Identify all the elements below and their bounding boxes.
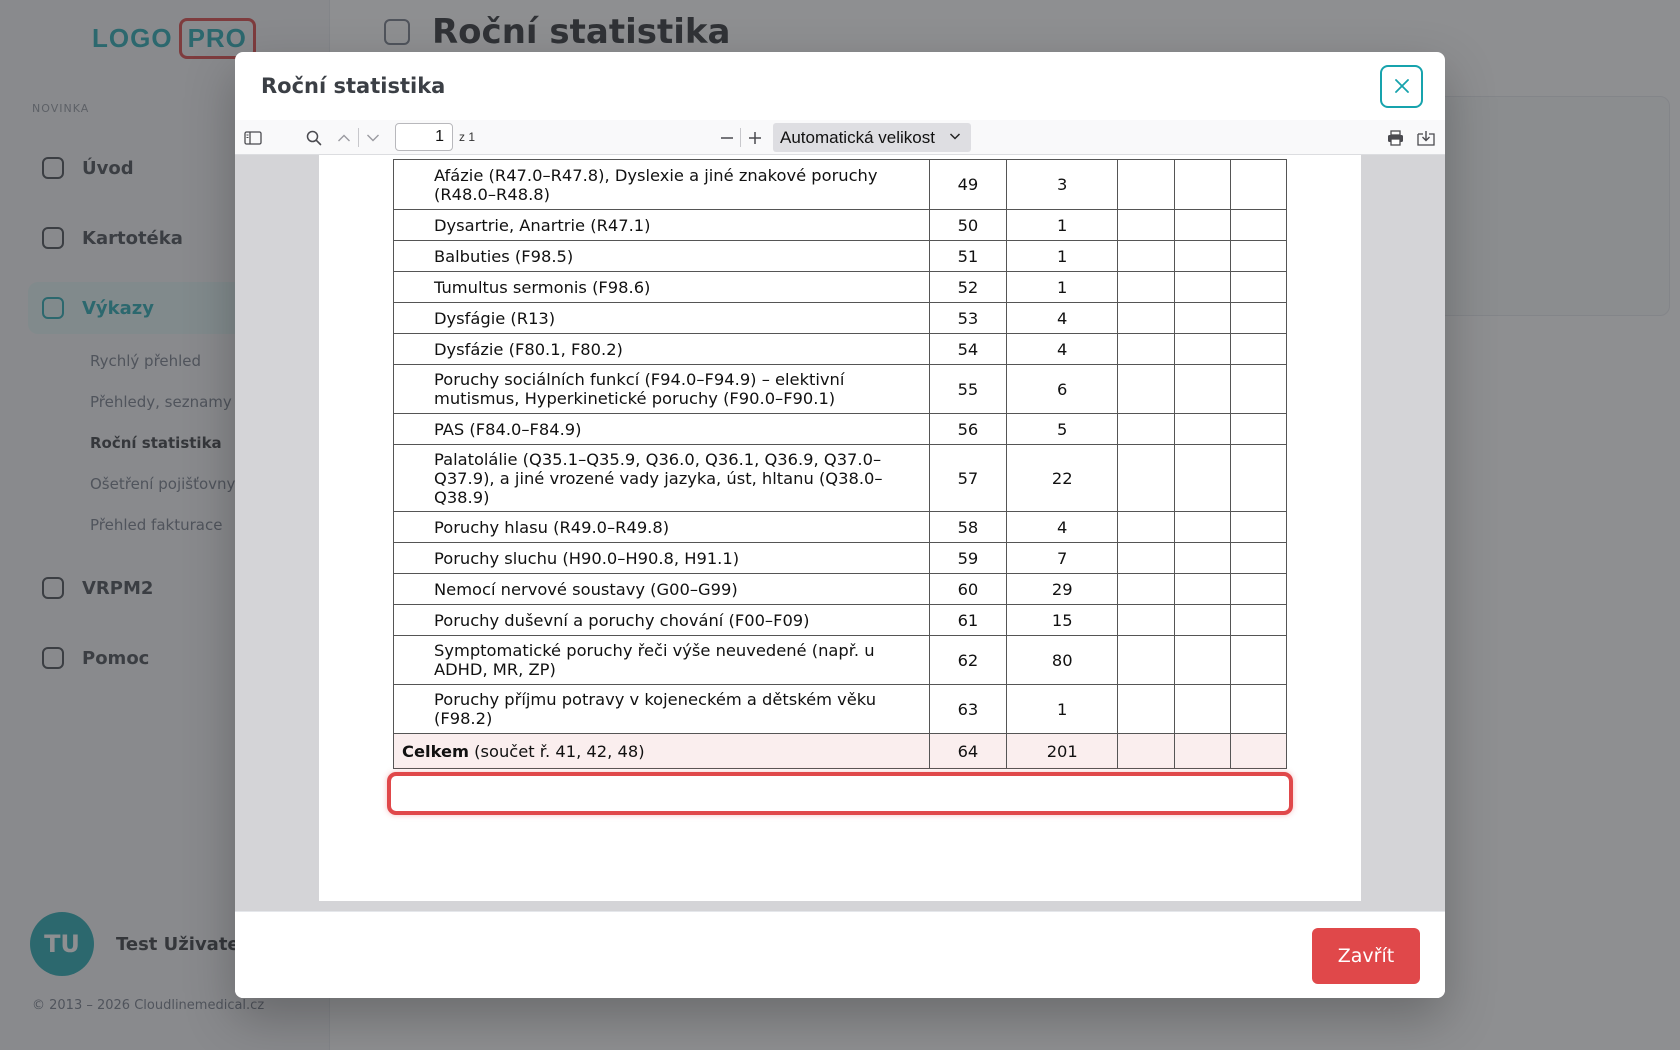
empty-cell bbox=[1230, 574, 1286, 605]
zoom-in-button[interactable] bbox=[745, 124, 765, 151]
modal-footer bbox=[235, 911, 1445, 998]
empty-cell bbox=[1230, 303, 1286, 334]
empty-cell bbox=[1174, 303, 1230, 334]
table-row bbox=[394, 365, 1287, 414]
row-value-cell: 4 bbox=[1007, 334, 1118, 365]
zoom-out-button[interactable] bbox=[717, 124, 737, 151]
row-name-cell: Nemocí nervové soustavy (G00–G99) bbox=[394, 574, 930, 605]
close-button[interactable]: Zavřít bbox=[1312, 928, 1420, 984]
zoom-select-label: Automatická velikost bbox=[780, 127, 935, 147]
empty-cell bbox=[1174, 734, 1230, 769]
row-value-cell: 80 bbox=[1007, 636, 1118, 685]
table-row bbox=[394, 241, 1287, 272]
empty-cell bbox=[1118, 734, 1174, 769]
empty-cell bbox=[1174, 685, 1230, 734]
row-value-cell: 4 bbox=[1007, 303, 1118, 334]
row-name-cell: Palatolálie (Q35.1–Q35.9, Q36.0, Q36.1, Q36.9, Q37.0–Q37.9), a jiné vrozené vady jazyka, úst, hltanu (Q38.0–Q38.9) bbox=[394, 445, 930, 512]
row-number-cell: 49 bbox=[929, 160, 1006, 210]
row-number-cell: 53 bbox=[929, 303, 1006, 334]
statistics-table bbox=[393, 159, 1287, 769]
table-row bbox=[394, 636, 1287, 685]
row-number-cell: 63 bbox=[929, 685, 1006, 734]
row-number-cell: 54 bbox=[929, 334, 1006, 365]
row-number-cell: 59 bbox=[929, 543, 1006, 574]
row-number-cell: 52 bbox=[929, 272, 1006, 303]
empty-cell bbox=[1174, 605, 1230, 636]
table-row bbox=[394, 685, 1287, 734]
empty-cell bbox=[1118, 210, 1174, 241]
modal-close-button[interactable] bbox=[1380, 65, 1423, 108]
empty-cell bbox=[1230, 210, 1286, 241]
table-row bbox=[394, 160, 1287, 210]
chevron-down-icon bbox=[366, 133, 380, 143]
row-value-cell: 3 bbox=[1007, 160, 1118, 210]
empty-cell bbox=[1118, 303, 1174, 334]
empty-cell bbox=[1118, 241, 1174, 272]
total-label-bold: Celkem bbox=[402, 741, 469, 761]
empty-cell bbox=[1230, 160, 1286, 210]
empty-cell bbox=[1118, 365, 1174, 414]
chevron-down-icon bbox=[949, 132, 961, 141]
row-value-cell: 6 bbox=[1007, 365, 1118, 414]
empty-cell bbox=[1230, 543, 1286, 574]
empty-cell bbox=[1118, 605, 1174, 636]
row-number-cell: 62 bbox=[929, 636, 1006, 685]
empty-cell bbox=[1118, 334, 1174, 365]
row-value-cell: 1 bbox=[1007, 272, 1118, 303]
row-number-cell: 50 bbox=[929, 210, 1006, 241]
row-name-cell: Afázie (R47.0–R47.8), Dyslexie a jiné znakové poruchy (R48.0–R48.8) bbox=[394, 160, 930, 210]
empty-cell bbox=[1174, 365, 1230, 414]
empty-cell bbox=[1174, 241, 1230, 272]
row-number-cell: 57 bbox=[929, 445, 1006, 512]
empty-cell bbox=[1174, 414, 1230, 445]
page-number-input[interactable]: 1 bbox=[395, 123, 453, 151]
row-number-cell: 56 bbox=[929, 414, 1006, 445]
empty-cell bbox=[1230, 512, 1286, 543]
table-row bbox=[394, 445, 1287, 512]
row-name-cell: Poruchy příjmu potravy v kojeneckém a dětském věku (F98.2) bbox=[394, 685, 930, 734]
row-name-cell: Dysfázie (F80.1, F80.2) bbox=[394, 334, 930, 365]
empty-cell bbox=[1174, 445, 1230, 512]
empty-cell bbox=[1230, 685, 1286, 734]
plus-icon bbox=[748, 131, 762, 145]
empty-cell bbox=[1118, 272, 1174, 303]
empty-cell bbox=[1230, 734, 1286, 769]
empty-cell bbox=[1230, 605, 1286, 636]
row-name-cell: Poruchy sluchu (H90.0–H90.8, H91.1) bbox=[394, 543, 930, 574]
total-row bbox=[394, 734, 1287, 769]
page-count: z 1 bbox=[459, 130, 476, 144]
empty-cell bbox=[1174, 210, 1230, 241]
pdf-page bbox=[319, 155, 1361, 901]
empty-cell bbox=[1118, 512, 1174, 543]
empty-cell bbox=[1118, 160, 1174, 210]
total-label-cell bbox=[394, 734, 930, 769]
empty-cell bbox=[1118, 574, 1174, 605]
row-value-cell: 1 bbox=[1007, 685, 1118, 734]
empty-cell bbox=[1230, 365, 1286, 414]
modal-dialog bbox=[235, 52, 1445, 998]
row-number-cell: 61 bbox=[929, 605, 1006, 636]
row-number-cell: 51 bbox=[929, 241, 1006, 272]
row-name-cell: PAS (F84.0–F84.9) bbox=[394, 414, 930, 445]
pdf-toolbar bbox=[235, 120, 1445, 155]
minus-icon bbox=[720, 131, 734, 145]
empty-cell bbox=[1230, 241, 1286, 272]
search-icon bbox=[306, 130, 322, 146]
row-name-cell: Symptomatické poruchy řeči výše neuvedené (např. u ADHD, MR, ZP) bbox=[394, 636, 930, 685]
previous-page-button[interactable] bbox=[335, 124, 353, 151]
empty-cell bbox=[1118, 543, 1174, 574]
row-value-cell: 22 bbox=[1007, 445, 1118, 512]
sidebar-toggle-button[interactable] bbox=[243, 124, 263, 151]
close-icon bbox=[1394, 78, 1410, 94]
row-value-cell: 1 bbox=[1007, 210, 1118, 241]
sidebar-toggle-icon bbox=[244, 131, 262, 145]
table-row bbox=[394, 334, 1287, 365]
table-row bbox=[394, 512, 1287, 543]
table-row bbox=[394, 210, 1287, 241]
empty-cell bbox=[1118, 685, 1174, 734]
empty-cell bbox=[1118, 445, 1174, 512]
next-page-button[interactable] bbox=[364, 124, 382, 151]
modal-title: Roční statistika bbox=[261, 74, 446, 98]
row-name-cell: Tumultus sermonis (F98.6) bbox=[394, 272, 930, 303]
row-number-cell: 58 bbox=[929, 512, 1006, 543]
print-icon bbox=[1387, 130, 1404, 146]
total-row-highlight bbox=[387, 772, 1293, 815]
print-button[interactable] bbox=[1385, 124, 1405, 151]
empty-cell bbox=[1230, 272, 1286, 303]
row-value-cell: 15 bbox=[1007, 605, 1118, 636]
toolbar-separator bbox=[740, 128, 741, 147]
empty-cell bbox=[1174, 272, 1230, 303]
total-row-number: 64 bbox=[929, 734, 1006, 769]
row-value-cell: 29 bbox=[1007, 574, 1118, 605]
modal-header bbox=[235, 52, 1445, 120]
row-value-cell: 7 bbox=[1007, 543, 1118, 574]
row-name-cell: Dysfágie (R13) bbox=[394, 303, 930, 334]
empty-cell bbox=[1230, 445, 1286, 512]
pdf-viewer[interactable] bbox=[235, 155, 1445, 911]
empty-cell bbox=[1230, 414, 1286, 445]
total-value: 201 bbox=[1007, 734, 1118, 769]
zoom-select[interactable] bbox=[773, 123, 971, 152]
row-number-cell: 55 bbox=[929, 365, 1006, 414]
empty-cell bbox=[1174, 334, 1230, 365]
empty-cell bbox=[1118, 636, 1174, 685]
empty-cell bbox=[1230, 636, 1286, 685]
save-button[interactable] bbox=[1416, 124, 1436, 151]
row-number-cell: 60 bbox=[929, 574, 1006, 605]
row-name-cell: Dysartrie, Anartrie (R47.1) bbox=[394, 210, 930, 241]
table-row bbox=[394, 272, 1287, 303]
empty-cell bbox=[1174, 636, 1230, 685]
empty-cell bbox=[1118, 414, 1174, 445]
row-name-cell: Poruchy duševní a poruchy chování (F00–F09) bbox=[394, 605, 930, 636]
empty-cell bbox=[1174, 160, 1230, 210]
empty-cell bbox=[1174, 574, 1230, 605]
chevron-up-icon bbox=[337, 133, 351, 143]
row-value-cell: 1 bbox=[1007, 241, 1118, 272]
table-row bbox=[394, 543, 1287, 574]
row-name-cell: Balbuties (F98.5) bbox=[394, 241, 930, 272]
empty-cell bbox=[1230, 334, 1286, 365]
total-label-rest: (součet ř. 41, 42, 48) bbox=[468, 741, 645, 761]
table-row bbox=[394, 303, 1287, 334]
toolbar-separator bbox=[358, 128, 359, 147]
row-name-cell: Poruchy hlasu (R49.0–R49.8) bbox=[394, 512, 930, 543]
empty-cell bbox=[1174, 543, 1230, 574]
empty-cell bbox=[1174, 512, 1230, 543]
row-value-cell: 5 bbox=[1007, 414, 1118, 445]
row-value-cell: 4 bbox=[1007, 512, 1118, 543]
row-name-cell: Poruchy sociálních funkcí (F94.0–F94.9) – elektivní mutismus, Hyperkinetické poruchy (F90.0–F90.1) bbox=[394, 365, 930, 414]
table-row bbox=[394, 574, 1287, 605]
download-icon bbox=[1417, 130, 1435, 146]
table-row bbox=[394, 414, 1287, 445]
find-button[interactable] bbox=[304, 124, 324, 151]
table-row bbox=[394, 605, 1287, 636]
